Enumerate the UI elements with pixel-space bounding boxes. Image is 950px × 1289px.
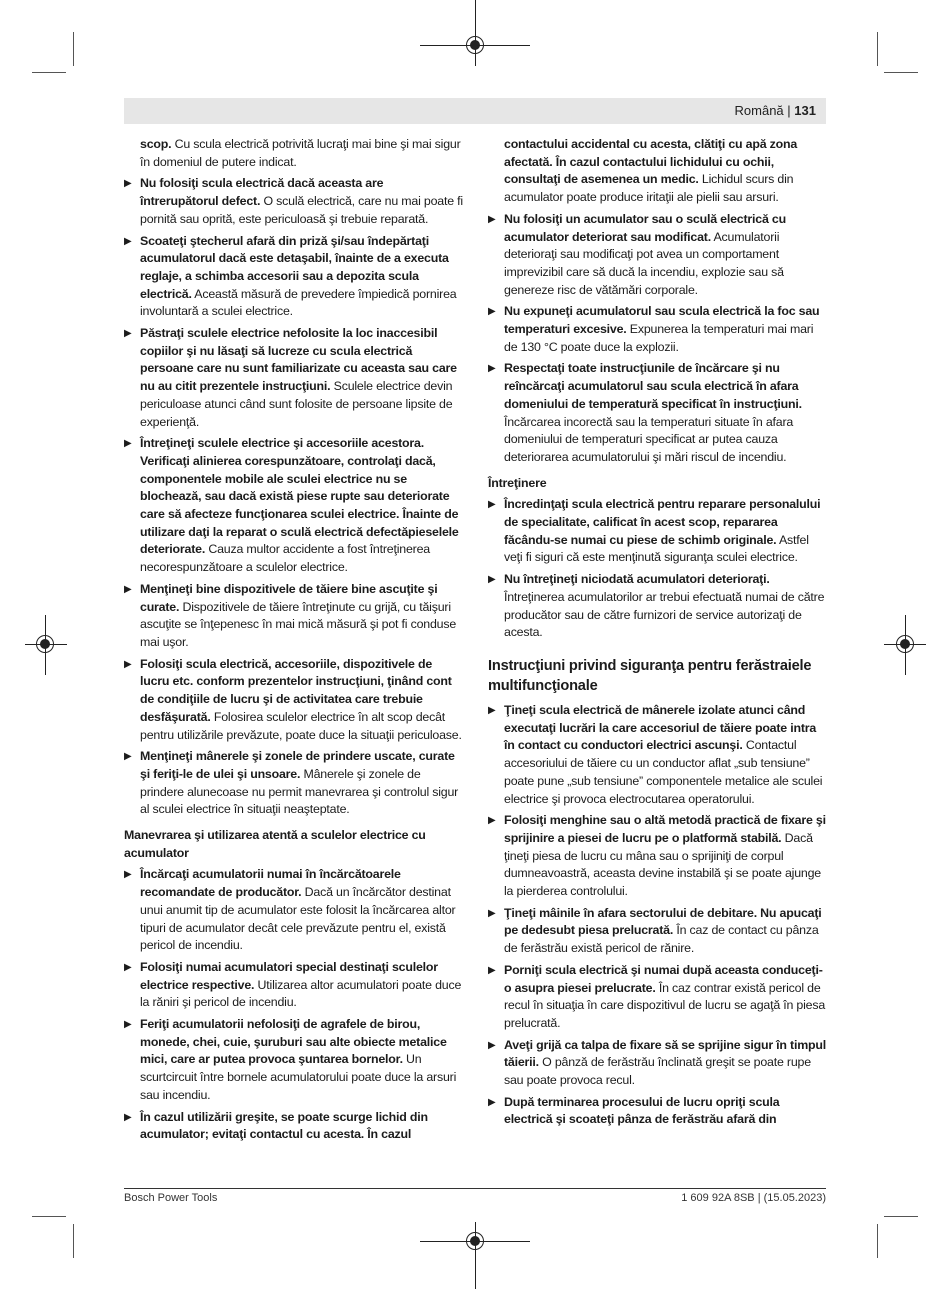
list-item: ▶ Aveţi grijă ca talpa de fixare să se sprijine sigur în timpul tăierii. O pânză de ferăstrău înclinată greşit se poate rupe sau poate provoca recul. bbox=[488, 1037, 827, 1088]
subsection-heading: Întreţinere bbox=[488, 475, 547, 490]
crop-mark-top-right-v bbox=[877, 32, 878, 66]
bullet-triangle-icon: ▶ bbox=[488, 964, 496, 976]
bullet-triangle-icon: ▶ bbox=[124, 1019, 132, 1031]
registration-mark-icon bbox=[466, 1232, 484, 1250]
bullet-triangle-icon: ▶ bbox=[124, 658, 132, 670]
registration-mark-icon bbox=[466, 36, 484, 54]
bullet-triangle-icon: ▶ bbox=[488, 213, 496, 225]
page-header bbox=[124, 98, 826, 124]
bullet-triangle-icon: ▶ bbox=[488, 363, 496, 375]
registration-line-top-v bbox=[475, 0, 476, 66]
list-item: ▶ În cazul utilizării greşite, se poate scurge lichid din acumulator; evitaţi contactul cu acesta. În cazul bbox=[124, 1109, 428, 1142]
list-item: ▶ Folosiţi numai acumulatori special destinaţi sculelor electrice respective. Utilizarea altor acumulatori poate duce la răniri şi pericol de incendiu. bbox=[124, 959, 462, 1010]
list-item: ▶ Folosiţi menghine sau o altă metodă practică de fixare şi sprijinire a piesei de lucru pe o platformă stabilă. Dacă ţineţi piesa de lucru cu mâna sau o sprijiniţi de corpul dumneavoastră, aceasta devine instabilă şi se poate ajunge la pierderea controlului. bbox=[488, 813, 826, 899]
list-item: ▶ Nu folosiţi un acumulator sau o sculă electrică cu acumulator deteriorat sau modificat. Acumulatorii deterioraţi sau modificaţi pot avea un comportament imprevizibil care să ducă la incendiu, explozie sau să genereze risc de vătămări corporale. bbox=[488, 211, 786, 297]
paragraph-continuation: contactului accidental cu acesta, clătiţi cu apă zona afectată. În cazul contactului lichidului cu ochii, consultaţi de asemenea un medic. Lichidul scurs din acumulator poate produce iritaţii ale pielii sau arsuri. bbox=[504, 137, 798, 205]
bullet-triangle-icon: ▶ bbox=[124, 178, 132, 190]
list-item: ▶ Porniţi scula electrică şi numai după aceasta conduceţi-o asupra piesei prelucrate. În caz contrar există pericol de recul în situaţia în care dispozitivul de lucru se agaţă în piesa prelucrată. bbox=[488, 962, 826, 1030]
bullet-triangle-icon: ▶ bbox=[124, 328, 132, 340]
header-language: Română bbox=[734, 103, 784, 118]
bullet-triangle-icon: ▶ bbox=[488, 1096, 496, 1108]
list-item: ▶ După terminarea procesului de lucru opriţi scula electrică şi scoateţi pânza de ferăstrău afară din bbox=[488, 1094, 780, 1127]
bullet-triangle-icon: ▶ bbox=[124, 751, 132, 763]
left-column bbox=[124, 136, 464, 1148]
list-item: ▶ Ţineţi mâinile în afara sectorului de debitare. Nu apucaţi pe dedesubt piesa prelucrată. În caz de contact cu pânza de ferăstrău există pericol de rănire. bbox=[488, 905, 822, 956]
section-heading: Instrucţiuni privind siguranţa pentru ferăstraiele multifuncţionale bbox=[488, 657, 812, 694]
crop-mark-top-left-h bbox=[32, 72, 66, 73]
bullet-triangle-icon: ▶ bbox=[488, 907, 496, 919]
list-item: ▶ Întreţineţi sculele electrice şi accesoriile acestora. Verificaţi alinierea corespunzătoare, controlaţi dacă, componentele mobile ale sculei electrice nu se blochează, sau dacă există piese rupte sau deteriorate care să afecteze funcţionarea sculei electrice. Înainte de utilizare daţi la reparat o sculă electrică defectăpieselele deteriorate. Cauza multor accidente a fost întreţinerea necorespunzătoare a sculelor electrice. bbox=[124, 436, 459, 575]
list-item: ▶ Respectaţi toate instrucţiunile de încărcare şi nu reîncărcaţi acumulatorul sau scula electrică în afara domeniului de temperatură specificat în instrucţiuni. Încărcarea incorectă sau la temperaturi situate în afara domeniului de temperaturi specificat ar putea cauza deteriorarea acumulatorului şi mări riscul de incendiu. bbox=[488, 361, 802, 464]
bullet-triangle-icon: ▶ bbox=[488, 499, 496, 511]
bullet-triangle-icon: ▶ bbox=[124, 438, 132, 450]
list-item: ▶ Încredinţaţi scula electrică pentru reparare personalului de specialitate, calificat în acest scop, repararea făcându-se numai cu piese de schimb originale. Astfel veţi fi siguri că este menţinută siguranţa sculei electrice. bbox=[488, 497, 821, 565]
list-item: ▶ Încărcaţi acumulatorii numai în încărcătoarele recomandate de producător. Dacă un încărcător destinat unui anumit tip de acumulator este folosit la încărcarea altor tipuri de acumulator decât cele prevăzute pentru el, există pericol de incendiu. bbox=[124, 867, 456, 953]
list-item: ▶ Păstraţi sculele electrice nefolosite la loc inaccesibil copiilor şi nu lăsaţi să lucreze cu scula electrică persoane care nu sunt familiarizate cu aceasta sau care nu au citit prezentele instrucţiuni. Sculele electrice devin periculoase atunci când sunt folosite de persoane lipsite de experienţă. bbox=[124, 326, 457, 429]
paragraph-continuation: scop. Cu scula electrică potrivită lucraţi mai bine şi mai sigur în domeniul de putere indicat. bbox=[140, 137, 461, 169]
right-column bbox=[488, 136, 828, 1133]
list-item: ▶ Menţineţi mânerele şi zonele de prindere uscate, curate şi feriţi-le de ulei şi unsoare. Mânerele şi zonele de prindere alunecoase nu permit manevrarea şi controlul sigur al sculei electrice în situaţii neaşteptate. bbox=[124, 749, 459, 817]
bullet-triangle-icon: ▶ bbox=[488, 306, 496, 318]
bullet-triangle-icon: ▶ bbox=[488, 574, 496, 586]
crop-mark-bottom-right-h bbox=[884, 1216, 918, 1217]
page-number: 131 bbox=[794, 103, 816, 118]
header-separator: | bbox=[787, 103, 791, 118]
crop-mark-bottom-left-h bbox=[32, 1216, 66, 1217]
bullet-triangle-icon: ▶ bbox=[488, 1039, 496, 1051]
crop-mark-top-right-h bbox=[884, 72, 918, 73]
list-item: ▶ Feriţi acumulatorii nefolosiţi de agrafele de birou, monede, chei, cuie, şuruburi sau alte obiecte metalice mici, care ar putea provoca şuntarea bornelor. Un scurtcircuit între bornele acumulatorului poate duce la arsuri sau incendiu. bbox=[124, 1017, 457, 1102]
registration-mark-icon bbox=[896, 635, 914, 653]
crop-mark-top-left-v bbox=[73, 32, 74, 66]
crop-mark-bottom-left-v bbox=[73, 1224, 74, 1258]
list-item: ▶ Folosiţi scula electrică, accesoriile, dispozitivele de lucru etc. conform prezentelor instrucţiuni, ţinând cont de condiţiile de lucru şi de activitatea care trebuie desfăşurată. Folosirea sculelor electrice în alt scop decât pentru utilizările prevăzute, poate duce la situaţii periculoase. bbox=[124, 656, 462, 742]
list-item: ▶ Scoateţi ştecherul afară din priză şi/sau îndepărtaţi acumulatorul dacă este detaşabil, înainte de a executa reglaje, a schimba accesorii sau a depozita scula electrică. Această măsură de prevedere împiedică pornirea involuntară a sculei electrice. bbox=[124, 233, 457, 319]
bullet-triangle-icon: ▶ bbox=[124, 961, 132, 973]
subsection-heading: Manevrarea şi utilizarea atentă a sculelor electrice cu acumulator bbox=[124, 828, 426, 860]
bullet-triangle-icon: ▶ bbox=[488, 704, 496, 716]
list-item: ▶ Nu întreţineţi niciodată acumulatori deterioraţi. Întreţinerea acumulatorilor ar trebui efectuată numai de către producător sau de către furnizori de service autorizaţi de acesta. bbox=[488, 572, 825, 640]
bullet-triangle-icon: ▶ bbox=[124, 869, 132, 881]
footer-document-id: 1 609 92A 8SB | (15.05.2023) bbox=[681, 1192, 826, 1204]
bullet-triangle-icon: ▶ bbox=[124, 235, 132, 247]
bullet-triangle-icon: ▶ bbox=[124, 583, 132, 595]
list-item: ▶ Menţineţi bine dispozitivele de tăiere bine ascuţite şi curate. Dispozitivele de tăiere întreţinute cu grijă, cu tăişuri ascuţite se înţepenesc în mai mică măsură şi pot fi conduse mai uşor. bbox=[124, 581, 457, 649]
footer-rule bbox=[124, 1188, 826, 1189]
registration-mark-icon bbox=[36, 635, 54, 653]
bullet-triangle-icon: ▶ bbox=[488, 815, 496, 827]
footer-brand: Bosch Power Tools bbox=[124, 1192, 218, 1204]
header-text bbox=[735, 103, 816, 118]
list-item: ▶ Ţineţi scula electrică de mânerele izolate atunci când executaţi lucrări la care accesoriul de tăiere poate intra în contact cu conductori electrici ascunşi. Contactul accesoriului de tăiere cu un conductor aflat „sub tensiune” poate pune „sub tensiune” componentele metalice ale sculei electrice şi provoca electrocutarea operatorului. bbox=[488, 702, 823, 806]
bullet-triangle-icon: ▶ bbox=[124, 1111, 132, 1123]
crop-mark-bottom-right-v bbox=[877, 1224, 878, 1258]
list-item: ▶ Nu expuneţi acumulatorul sau scula electrică la foc sau temperaturi excesive. Expunerea la temperaturi mai mari de 130 °C poate duce la explozii. bbox=[488, 304, 820, 354]
list-item: ▶ Nu folosiţi scula electrică dacă aceasta are întrerupătorul defect. O sculă electrică, care nu mai poate fi pornită sau oprită, este periculoasă şi trebuie reparată. bbox=[124, 176, 463, 226]
